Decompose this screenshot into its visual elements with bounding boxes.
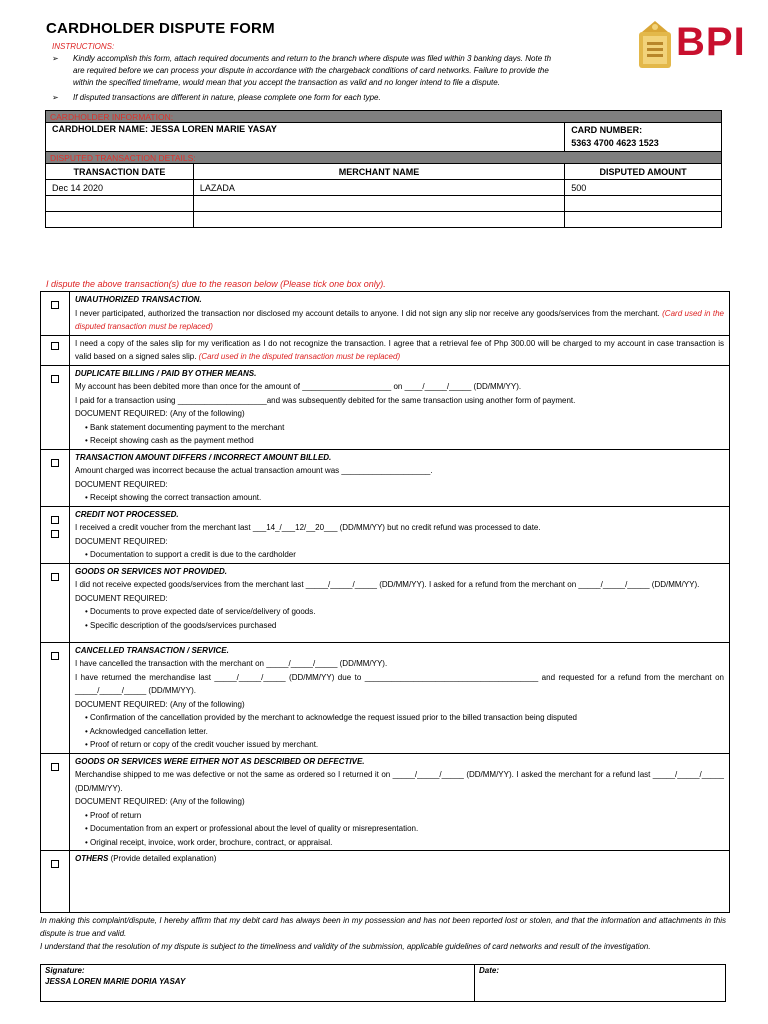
instructions-heading: INSTRUCTIONS: [52,42,115,51]
col-header-merchant: MERCHANT NAME [193,164,564,180]
card-number-label: CARD NUMBER: [571,125,643,135]
disputed-amount[interactable] [565,196,722,212]
reason-row: GOODS OR SERVICES NOT PROVIDED. I did not receive expected goods/services from the merchant last _____/_____/_____ (DD/MM/YY). I asked for a refund from the merchant on _____/_____/_____ (DD/MM/YY). DOCUMENT REQUIRED: • Documents to prove expected date of service/delivery of goods. • Specific description of the goods/services purchased [41,563,730,642]
reason-row: UNAUTHORIZED TRANSACTION. I never participated, authorized the transaction nor disclosed my account details to anyone. I did not sign any slip nor receive any goods/services from the merchant. (Card used in the disputed transaction must be replaced) [41,292,730,336]
col-header-date: TRANSACTION DATE [46,164,194,180]
reason-checkbox[interactable] [51,573,59,581]
cardholder-transaction-table [45,110,722,228]
form-title: CARDHOLDER DISPUTE FORM [46,20,275,37]
reason-checkbox[interactable] [51,342,59,350]
merchant-name[interactable] [193,212,564,228]
disputed-amount[interactable]: 500 [565,180,722,196]
reason-row: DUPLICATE BILLING / PAID BY OTHER MEANS. My account has been debited more than once for the amount of ____________________ on ____/_____/_____ (DD/MM/YY). I paid for a transaction using ____________________and was subsequently debited for the same transaction using another form of payment. DOCUMENT REQUIRED: (Any of the following) • Bank statement documenting payment to the merchant • Receipt showing cash as the payment method [41,365,730,449]
transaction-date[interactable]: Dec 14 2020 [46,180,194,196]
signature-table [40,964,726,1002]
merchant-name[interactable] [193,196,564,212]
reason-title: DUPLICATE BILLING / PAID BY OTHER MEANS. [75,368,257,378]
reason-title: OTHERS [75,854,109,863]
reason-checkbox[interactable] [51,763,59,771]
reason-checkbox[interactable] [51,301,59,309]
reason-title: UNAUTHORIZED TRANSACTION. [75,295,202,304]
reason-checkbox[interactable] [51,516,59,524]
arrow-icon: ➢ [52,54,59,63]
transaction-date[interactable] [46,196,194,212]
reason-row: I need a copy of the sales slip for my verification as I do not recognize the transaction. I agree that a retrieval fee of Php 300.00 will be charged to my account in case transaction is valid based on a signed sales slip. (Card used in the disputed transaction must be replaced) [41,335,730,365]
bpi-logo [636,18,746,74]
signature-cell[interactable] [41,965,475,1002]
reason-row: TRANSACTION AMOUNT DIFFERS / INCORRECT AMOUNT BILLED. Amount charged was incorrect because the actual transaction amount was ____________________. DOCUMENT REQUIRED: • Receipt showing the correct transaction amount. [41,449,730,506]
date-cell[interactable] [475,965,726,1002]
reason-title: TRANSACTION AMOUNT DIFFERS / INCORRECT AMOUNT BILLED. [75,452,332,462]
transaction-date[interactable] [46,212,194,228]
reason-title: CREDIT NOT PROCESSED. [75,509,179,519]
instruction-bullet-1: ➢ Kindly accomplish this form, attach required documents and return to the branch where dispute was filed within 3 banking days. Note th are required before we can process your dispute in accordance with the chargeback conditions of card networks. Failure to provide the within the specified timeframe, would mean that you accept the transaction as valid and no longer intend to file a dispute. [52,54,552,87]
cardholder-name: CARDHOLDER NAME: JESSA LOREN MARIE YASAY [46,123,565,152]
reason-heading: I dispute the above transaction(s) due to the reason below (Please tick one box only). [46,279,386,289]
reason-checkbox[interactable] [51,652,59,660]
affirmation-text: In making this complaint/dispute, I hereby affirm that my debit card has always been in my possession and has not been reported lost or stolen, and that the information and attachments in this dispute is true and valid. I understand that the resolution of my dispute is subject to the timeliness and validity of the submission, applicable guidelines of card networks and result of the investigation. [40,916,726,951]
card-number-value: 5363 4700 4623 1523 [571,138,659,148]
col-header-amount: DISPUTED AMOUNT [565,164,722,180]
table-row [46,212,722,228]
reason-checkbox[interactable] [51,530,59,538]
transactions-section-header: DISPUTED TRANSACTION DETAILS: [46,152,722,164]
reason-checkbox[interactable] [51,375,59,383]
disputed-amount[interactable] [565,212,722,228]
reason-title: GOODS OR SERVICES WERE EITHER NOT AS DESCRIBED OR DEFECTIVE. [75,756,365,766]
reason-row: CREDIT NOT PROCESSED. I received a credit voucher from the merchant last ___14_/___12/__20___ (DD/MM/YY) but no credit refund was processed to date. DOCUMENT REQUIRED: • Documentation to support a credit is due to the cardholder [41,506,730,563]
table-row [46,196,722,212]
signature-name: JESSA LOREN MARIE DORIA YASAY [45,977,186,986]
bpi-logo-text: BPI [676,20,746,64]
bpi-crest-icon [636,18,674,72]
reason-row: OTHERS (Provide detailed explanation) [41,851,730,913]
reason-row: CANCELLED TRANSACTION / SERVICE. I have cancelled the transaction with the merchant on _____/_____/_____ (DD/MM/YY). I have returned the merchandise last _____/_____/_____ (DD/MM/YY) due to _______________________________________ and requested for a refund from the merchant on _____/_____/_____ (DD/MM/YY). DOCUMENT REQUIRED: (Any of the following) • Confirmation of the cancellation provided by the merchant to acknowledge the request issued prior to the billed transaction being disputed • Acknowledged cancellation letter. • Proof of return or copy of the credit voucher issued by merchant. [41,642,730,753]
reason-checkbox[interactable] [51,860,59,868]
arrow-icon: ➢ [52,93,59,102]
table-row [46,180,722,196]
dispute-reasons-table [40,291,730,913]
reason-checkbox[interactable] [51,459,59,467]
merchant-name[interactable]: LAZADA [193,180,564,196]
date-label: Date: [479,966,500,975]
cardholder-section-header: CARDHOLDER INFORMATION: [46,111,722,123]
instruction-bullet-2: ➢ If disputed transactions are different in nature, please complete one form for each type. [52,93,381,102]
signature-label: Signature: [45,966,85,975]
card-number-cell [565,123,722,152]
reason-title: GOODS OR SERVICES NOT PROVIDED. [75,566,228,576]
reason-title: CANCELLED TRANSACTION / SERVICE. [75,645,229,655]
reason-row: GOODS OR SERVICES WERE EITHER NOT AS DESCRIBED OR DEFECTIVE. Merchandise shipped to me was defective or not the same as ordered so I returned it on _____/_____/_____ (DD/MM/YY). I asked the merchant for a refund last _____/_____/_____ (DD/MM/YY). DOCUMENT REQUIRED: (Any of the following) • Proof of return • Documentation from an expert or professional about the level of quality or misrepresentation. • Original receipt, invoice, work order, brochure, contract, or appraisal. [41,753,730,851]
